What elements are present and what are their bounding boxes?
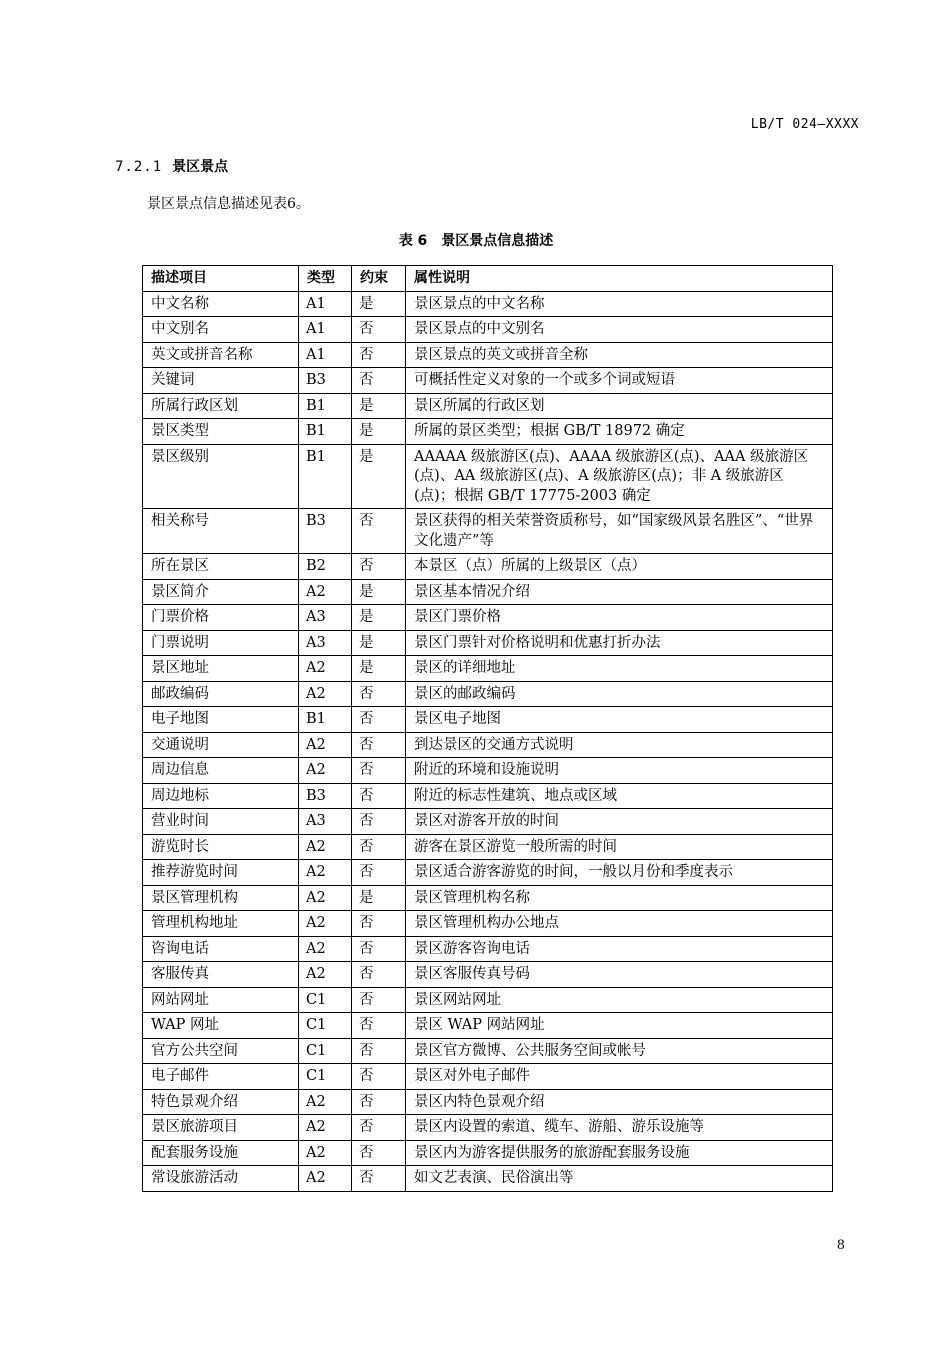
table-row [143,630,833,656]
cell-description: 景区客服传真号码 [406,962,833,988]
cell-type: C1 [299,1038,352,1064]
table-row [143,656,833,682]
section-title: 景区景点 [172,159,229,175]
cell-constraint: 是 [352,579,406,605]
cell-description: 景区管理机构办公地点 [406,911,833,937]
table-row [143,393,833,419]
table-row [143,987,833,1013]
cell-description: 附近的环境和设施说明 [406,758,833,784]
cell-description: 景区门票针对价格说明和优惠打折办法 [406,630,833,656]
cell-description: 景区内设置的索道、缆车、游船、游乐设施等 [406,1115,833,1141]
table-row [143,342,833,368]
cell-item: 游览时长 [143,834,299,860]
cell-type: A1 [299,342,352,368]
cell-item: 景区简介 [143,579,299,605]
cell-item: 所在景区 [143,554,299,580]
table-row [143,1115,833,1141]
cell-constraint: 是 [352,630,406,656]
cell-type: A2 [299,1140,352,1166]
cell-type: A3 [299,605,352,631]
cell-constraint: 否 [352,1089,406,1115]
cell-type: B3 [299,509,352,554]
table-row [143,1140,833,1166]
cell-description: 所属的景区类型；根据 GB/T 18972 确定 [406,419,833,445]
cell-type: B1 [299,707,352,733]
column-header-type: 类型 [299,266,352,292]
cell-item: 相关称号 [143,509,299,554]
table-row [143,1013,833,1039]
table-number: 表 6 [398,233,428,249]
table-row [143,1089,833,1115]
cell-description: 景区对外电子邮件 [406,1064,833,1090]
table-row [143,885,833,911]
cell-item: 门票说明 [143,630,299,656]
table-title: 景区景点信息描述 [441,233,554,249]
cell-description: 景区的详细地址 [406,656,833,682]
cell-description: 景区 WAP 网站网址 [406,1013,833,1039]
cell-constraint: 是 [352,393,406,419]
cell-item: 客服传真 [143,962,299,988]
cell-constraint: 否 [352,911,406,937]
cell-type: A2 [299,936,352,962]
cell-item: 管理机构地址 [143,911,299,937]
table-row [143,368,833,394]
cell-type: A2 [299,579,352,605]
cell-constraint: 是 [352,444,406,509]
cell-description: 景区获得的相关荣誉资质称号，如“国家级风景名胜区”、“世界文化遗产”等 [406,509,833,554]
cell-constraint: 否 [352,1013,406,1039]
cell-description: 附近的标志性建筑、地点或区域 [406,783,833,809]
cell-constraint: 是 [352,605,406,631]
table-row [143,911,833,937]
cell-type: B1 [299,444,352,509]
cell-constraint: 否 [352,732,406,758]
cell-description: 景区的邮政编码 [406,681,833,707]
cell-constraint: 否 [352,1064,406,1090]
cell-type: B3 [299,368,352,394]
cell-type: A2 [299,911,352,937]
table-row [143,554,833,580]
table-row [143,509,833,554]
cell-constraint: 否 [352,509,406,554]
cell-constraint: 是 [352,291,406,317]
cell-item: 周边地标 [143,783,299,809]
cell-description: 可概括性定义对象的一个或多个词或短语 [406,368,833,394]
cell-item: 景区类型 [143,419,299,445]
table-row [143,605,833,631]
cell-description: 景区基本情况介绍 [406,579,833,605]
intro-paragraph: 景区景点信息描述见表6。 [147,196,310,212]
table-row [143,860,833,886]
cell-item: 中文名称 [143,291,299,317]
cell-item: 常设旅游活动 [143,1166,299,1192]
table-header-row [143,266,833,292]
cell-constraint: 是 [352,885,406,911]
table-row [143,1064,833,1090]
cell-item: 电子地图 [143,707,299,733]
cell-type: A2 [299,1089,352,1115]
cell-constraint: 否 [352,758,406,784]
cell-item: 交通说明 [143,732,299,758]
cell-item: 特色景观介绍 [143,1089,299,1115]
table-row [143,962,833,988]
cell-description: 景区游客咨询电话 [406,936,833,962]
cell-constraint: 否 [352,936,406,962]
cell-constraint: 否 [352,962,406,988]
cell-type: A2 [299,732,352,758]
table-row [143,1166,833,1192]
table-row [143,317,833,343]
table-row [143,783,833,809]
cell-item: 景区级别 [143,444,299,509]
cell-description: 景区景点的中文名称 [406,291,833,317]
cell-constraint: 是 [352,656,406,682]
cell-constraint: 否 [352,554,406,580]
cell-item: 网站网址 [143,987,299,1013]
cell-type: A2 [299,1115,352,1141]
cell-description: 景区适合游客游览的时间，一般以月份和季度表示 [406,860,833,886]
cell-item: 景区旅游项目 [143,1115,299,1141]
cell-type: A2 [299,962,352,988]
cell-type: A2 [299,834,352,860]
cell-item: 配套服务设施 [143,1140,299,1166]
cell-item: 门票价格 [143,605,299,631]
cell-item: 所属行政区划 [143,393,299,419]
cell-type: A1 [299,291,352,317]
cell-constraint: 否 [352,1166,406,1192]
cell-description: 到达景区的交通方式说明 [406,732,833,758]
cell-description: 景区网站网址 [406,987,833,1013]
cell-constraint: 否 [352,1038,406,1064]
table-row [143,758,833,784]
cell-constraint: 否 [352,681,406,707]
cell-item: 景区管理机构 [143,885,299,911]
cell-constraint: 否 [352,1140,406,1166]
table-row [143,834,833,860]
cell-type: A3 [299,809,352,835]
table-row [143,707,833,733]
cell-type: A2 [299,885,352,911]
cell-item: 电子邮件 [143,1064,299,1090]
table-row [143,1038,833,1064]
column-header-constraint: 约束 [352,266,406,292]
cell-item: 英文或拼音名称 [143,342,299,368]
column-header-description: 属性说明 [406,266,833,292]
cell-constraint: 否 [352,860,406,886]
cell-description: 景区门票价格 [406,605,833,631]
cell-constraint: 否 [352,317,406,343]
cell-type: C1 [299,1013,352,1039]
cell-item: 咨询电话 [143,936,299,962]
table-row [143,444,833,509]
cell-description: 景区内为游客提供服务的旅游配套服务设施 [406,1140,833,1166]
cell-type: B1 [299,419,352,445]
cell-type: A2 [299,860,352,886]
table-row [143,579,833,605]
cell-item: 推荐游览时间 [143,860,299,886]
cell-constraint: 是 [352,419,406,445]
cell-description: 景区所属的行政区划 [406,393,833,419]
cell-constraint: 否 [352,707,406,733]
cell-type: B2 [299,554,352,580]
cell-item: 邮政编码 [143,681,299,707]
cell-constraint: 否 [352,809,406,835]
table-row [143,809,833,835]
page-number: 8 [836,1238,845,1253]
cell-item: WAP 网址 [143,1013,299,1039]
cell-constraint: 否 [352,368,406,394]
cell-constraint: 否 [352,783,406,809]
section-number: 7.2.1 [115,159,163,175]
cell-type: A2 [299,681,352,707]
cell-description: 景区景点的中文别名 [406,317,833,343]
cell-type: A3 [299,630,352,656]
cell-type: C1 [299,987,352,1013]
column-header-item: 描述项目 [143,266,299,292]
cell-item: 中文别名 [143,317,299,343]
table-caption [0,230,952,250]
cell-item: 关键词 [143,368,299,394]
attribute-table [142,265,833,1192]
cell-item: 周边信息 [143,758,299,784]
cell-description: 如文艺表演、民俗演出等 [406,1166,833,1192]
cell-type: B3 [299,783,352,809]
table-row [143,681,833,707]
table-row [143,291,833,317]
cell-description: 景区内特色景观介绍 [406,1089,833,1115]
document-code: LB/T 024—XXXX [750,117,859,132]
cell-description: AAAAA 级旅游区(点)、AAAA 级旅游区(点)、AAA 级旅游区(点)、AA 级旅游区(点)、A 级旅游区(点)；非 A 级旅游区(点)；根据 GB/T 17775-2003 确定 [406,444,833,509]
cell-type: C1 [299,1064,352,1090]
cell-constraint: 否 [352,1115,406,1141]
table-row [143,732,833,758]
cell-constraint: 否 [352,987,406,1013]
cell-constraint: 否 [352,834,406,860]
cell-description: 景区官方微博、公共服务空间或帐号 [406,1038,833,1064]
cell-type: B1 [299,393,352,419]
cell-type: A2 [299,656,352,682]
cell-item: 景区地址 [143,656,299,682]
cell-item: 官方公共空间 [143,1038,299,1064]
cell-description: 景区管理机构名称 [406,885,833,911]
cell-type: A2 [299,1166,352,1192]
cell-type: A2 [299,758,352,784]
cell-description: 景区对游客开放的时间 [406,809,833,835]
cell-description: 游客在景区游览一般所需的时间 [406,834,833,860]
cell-type: A1 [299,317,352,343]
table-row [143,936,833,962]
cell-description: 景区景点的英文或拼音全称 [406,342,833,368]
section-heading [115,156,228,176]
table-body [143,291,833,1191]
cell-description: 景区电子地图 [406,707,833,733]
cell-description: 本景区（点）所属的上级景区（点） [406,554,833,580]
table-row [143,419,833,445]
cell-item: 营业时间 [143,809,299,835]
cell-constraint: 否 [352,342,406,368]
